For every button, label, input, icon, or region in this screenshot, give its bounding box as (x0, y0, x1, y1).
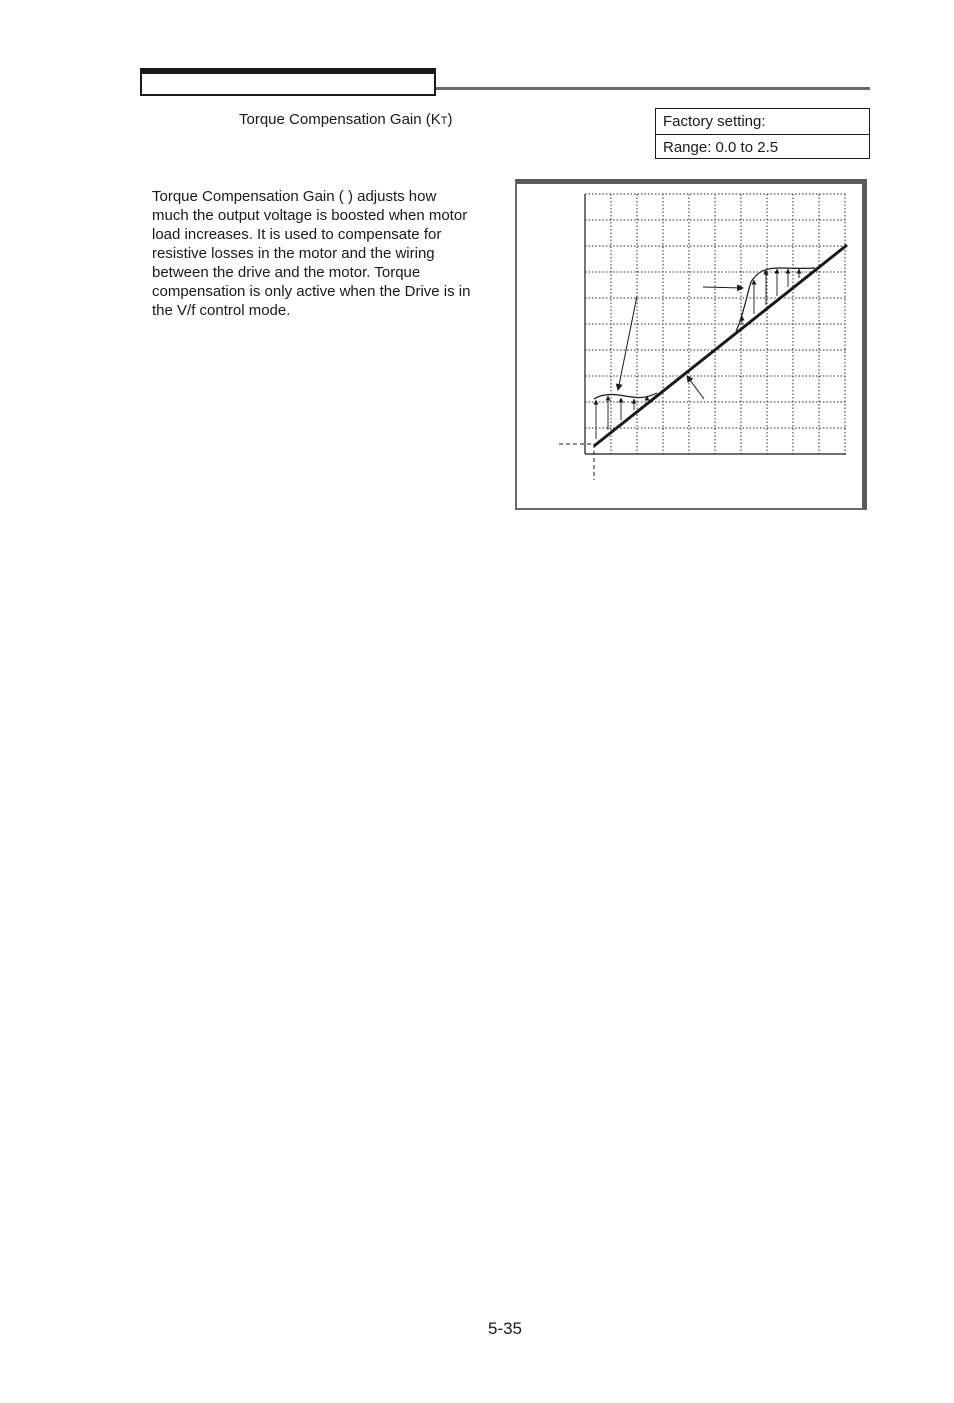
parameter-title-close: ) (447, 111, 453, 128)
description-line: compensation is only active when the Drive is in (152, 283, 471, 300)
description-line: much the output voltage is boosted when motor (152, 207, 468, 224)
grid-lines (585, 194, 846, 454)
section-header-rule (436, 87, 870, 90)
boost-arrows (596, 269, 799, 439)
description-line: resistive losses in the motor and the wiring (152, 245, 435, 262)
section-header-tab (140, 68, 436, 96)
diagram-grid (585, 194, 846, 454)
pointer-arrow-line (687, 376, 704, 399)
description-line: load increases. It is used to compensate for (152, 226, 442, 243)
page-number: 5-35 (487, 1319, 523, 1338)
settings-box (655, 108, 870, 159)
parameter-title-subscript: T (440, 115, 448, 127)
vf-line (594, 245, 847, 446)
torque-compensation-diagram (515, 179, 867, 510)
description-paragraph (152, 187, 502, 320)
boost-curve-high (736, 268, 815, 331)
description-line: the V/f control mode. (152, 302, 291, 319)
description-line: Torque Compensation Gain ( ) adjusts how (152, 188, 437, 205)
boost-curve-low (594, 393, 657, 399)
description-line: between the drive and the motor. Torque (152, 264, 421, 281)
parameter-title-text: Torque Compensation Gain (K (239, 111, 441, 128)
factory-setting-label: Factory setting: (663, 113, 766, 130)
range-label: Range: 0.0 to 2.5 (656, 134, 869, 160)
parameter-title (239, 111, 453, 128)
pointer-arrow-high (703, 287, 743, 288)
